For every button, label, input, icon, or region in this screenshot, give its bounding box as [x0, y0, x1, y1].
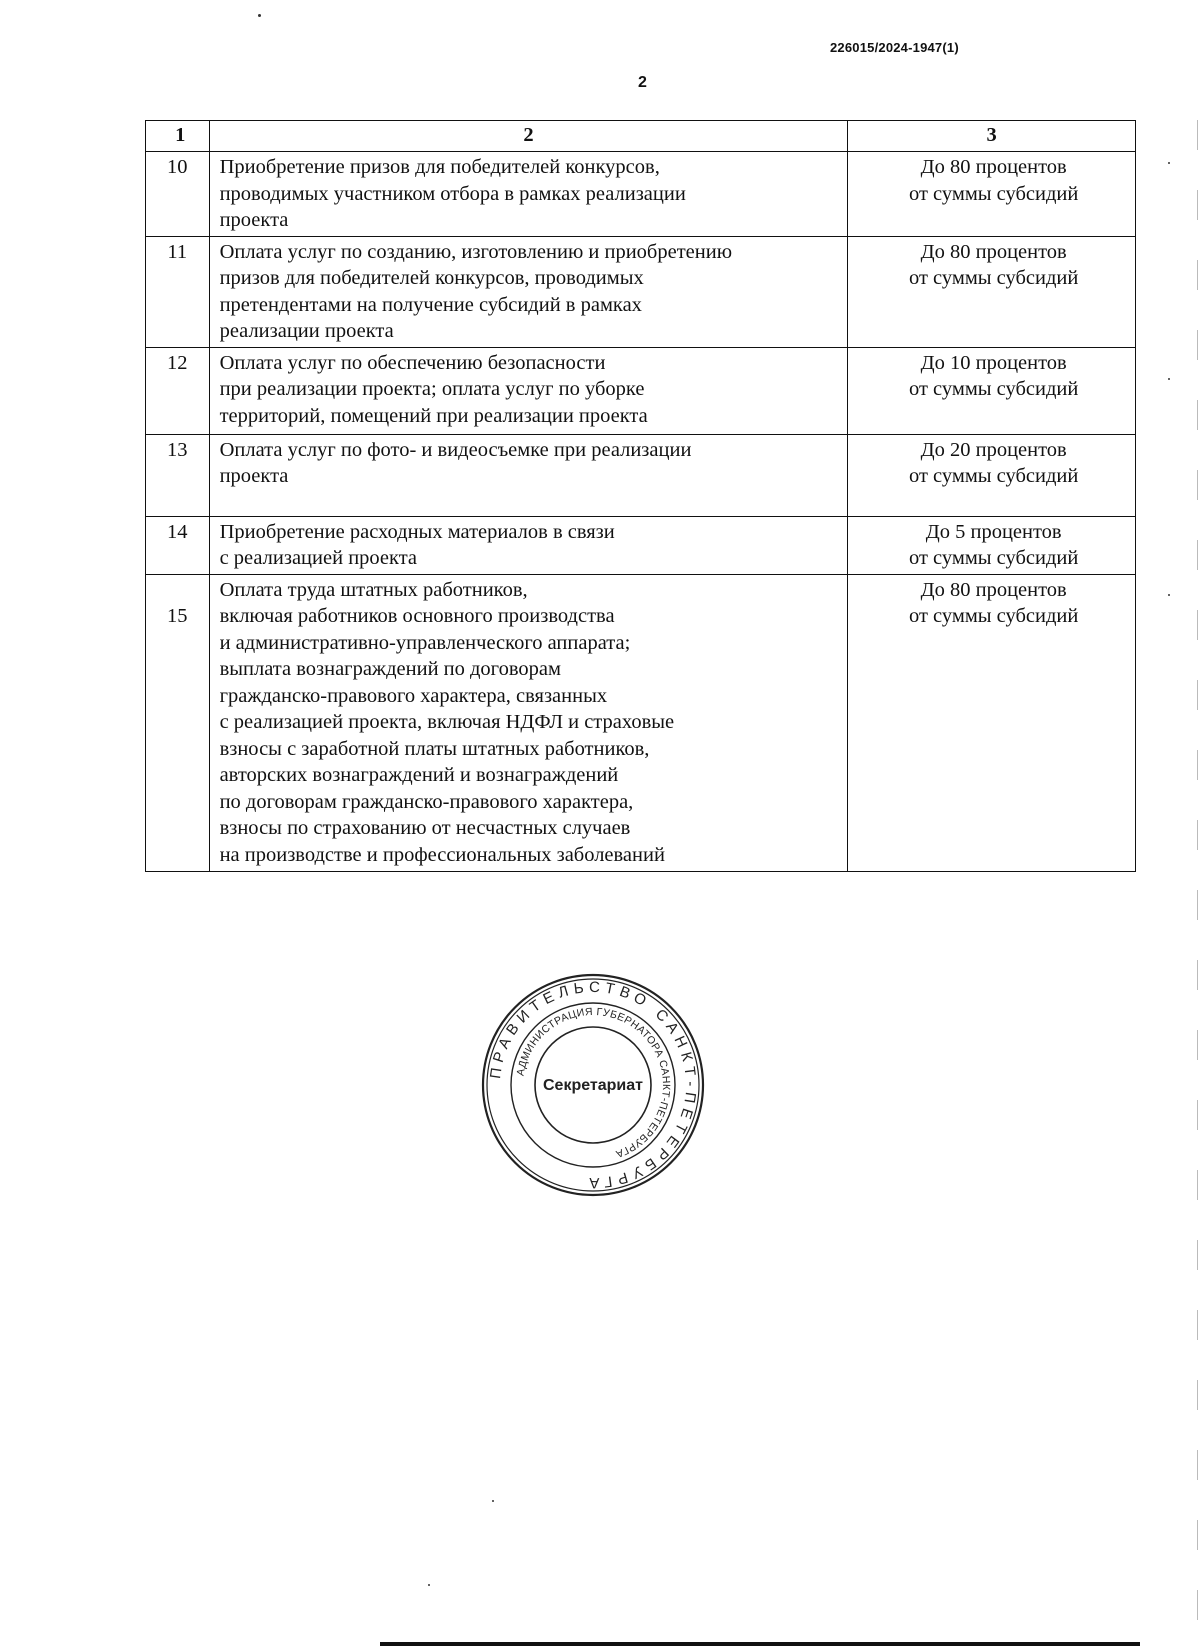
- document-registration-number: 226015/2024-1947(1): [830, 40, 959, 55]
- description-line: гражданско-правового характера, связанных: [219, 684, 608, 707]
- expense-description: [209, 236, 848, 347]
- description-line: и административно-управленческого аппарата;: [219, 631, 631, 654]
- seal-center-text: Секретариат: [543, 1077, 643, 1094]
- column-header-3: 3: [848, 121, 1136, 152]
- limit-line: До 20 процентов: [920, 438, 1067, 461]
- description-line: включая работников основного производства: [219, 605, 615, 627]
- row-number: 13: [146, 434, 210, 516]
- table-header-row: [146, 121, 1136, 152]
- limit-line: от суммы субсидий: [908, 182, 1079, 205]
- limit-line: До 80 процентов: [920, 578, 1067, 601]
- table-row: [146, 236, 1136, 347]
- description-line: взносы с заработной платы штатных работников,: [219, 737, 650, 760]
- row-number: 15: [146, 574, 210, 871]
- seal-outer-text: ПРАВИТЕЛЬСТВО САНКТ-ПЕТЕРБУРГА: [486, 978, 700, 1192]
- description-line: выплата вознаграждений по договорам: [219, 658, 561, 680]
- limit-line: от суммы субсидий: [908, 605, 1079, 627]
- official-seal: [480, 972, 706, 1198]
- scan-speck: [428, 1584, 430, 1586]
- description-line: проводимых участником отбора в рамках реализации: [219, 182, 686, 205]
- description-line: взносы по страхованию от несчастных случаев: [219, 817, 631, 839]
- row-number: 10: [146, 152, 210, 237]
- expense-limit: [848, 574, 1136, 871]
- limit-line: от суммы субсидий: [908, 267, 1079, 289]
- row-number: 14: [146, 516, 210, 574]
- scan-speck: [1168, 378, 1170, 380]
- expense-limit: [848, 347, 1136, 434]
- expense-limit: [848, 236, 1136, 347]
- scan-speck: [1168, 162, 1170, 164]
- description-line: при реализации проекта; оплата услуг по уборке: [219, 378, 645, 400]
- scan-edge-artifact: [1197, 120, 1198, 1640]
- scan-speck: [258, 14, 261, 17]
- expenses-table: [145, 120, 1136, 872]
- expense-limit: [848, 434, 1136, 516]
- table-row: [146, 434, 1136, 516]
- row-number: 12: [146, 347, 210, 434]
- description-line: по договорам гражданско-правового характера,: [219, 790, 634, 813]
- limit-line: от суммы субсидий: [908, 547, 1079, 569]
- expense-description: [209, 347, 848, 434]
- table-row: [146, 574, 1136, 871]
- description-line: проекта: [219, 209, 289, 231]
- row-number: 11: [146, 236, 210, 347]
- description-line: Приобретение призов для победителей конкурсов,: [219, 156, 660, 178]
- expense-description: [209, 574, 848, 871]
- description-line: реализации проекта: [219, 320, 394, 342]
- description-line: территорий, помещений при реализации проекта: [219, 404, 648, 427]
- description-line: проекта: [219, 465, 289, 487]
- column-header-1: 1: [146, 121, 210, 152]
- limit-line: До 5 процентов: [925, 520, 1062, 543]
- description-line: призов для победителей конкурсов, проводимых: [219, 267, 644, 289]
- column-header-2: 2: [209, 121, 848, 152]
- expense-description: [209, 434, 848, 516]
- table-row: [146, 152, 1136, 237]
- scan-speck: [1168, 594, 1170, 596]
- expense-limit: [848, 152, 1136, 237]
- description-line: претендентами на получение субсидий в рамках: [219, 293, 642, 316]
- description-line: на производстве и профессиональных заболеваний: [219, 843, 665, 866]
- scan-speck: [492, 1500, 494, 1502]
- expense-description: [209, 152, 848, 237]
- table-row: [146, 347, 1136, 434]
- description-line: Оплата услуг по обеспечению безопасности: [219, 351, 606, 374]
- description-line: Приобретение расходных материалов в связи: [219, 520, 615, 543]
- description-line: Оплата услуг по фото- и видеосъемке при реализации: [219, 438, 692, 461]
- table-row: [146, 516, 1136, 574]
- description-line: с реализацией проекта, включая НДФЛ и страховые: [219, 711, 675, 733]
- scan-bottom-edge: [380, 1642, 1140, 1646]
- expense-limit: [848, 516, 1136, 574]
- page-number: 2: [638, 74, 647, 91]
- description-line: Оплата услуг по созданию, изготовлению и приобретению: [219, 240, 733, 263]
- limit-line: от суммы субсидий: [908, 378, 1079, 400]
- limit-line: До 10 процентов: [920, 351, 1067, 374]
- seal-inner-text: АДМИНИСТРАЦИЯ ГУБЕРНАТОРА САНКТ-ПЕТЕРБУРГА: [514, 1005, 673, 1160]
- expense-description: [209, 516, 848, 574]
- limit-line: До 80 процентов: [920, 156, 1067, 178]
- description-line: Оплата труда штатных работников,: [219, 578, 528, 601]
- limit-line: от суммы субсидий: [908, 465, 1079, 487]
- description-line: авторских вознаграждений и вознаграждений: [219, 764, 619, 786]
- description-line: с реализацией проекта: [219, 547, 418, 569]
- limit-line: До 80 процентов: [920, 240, 1067, 263]
